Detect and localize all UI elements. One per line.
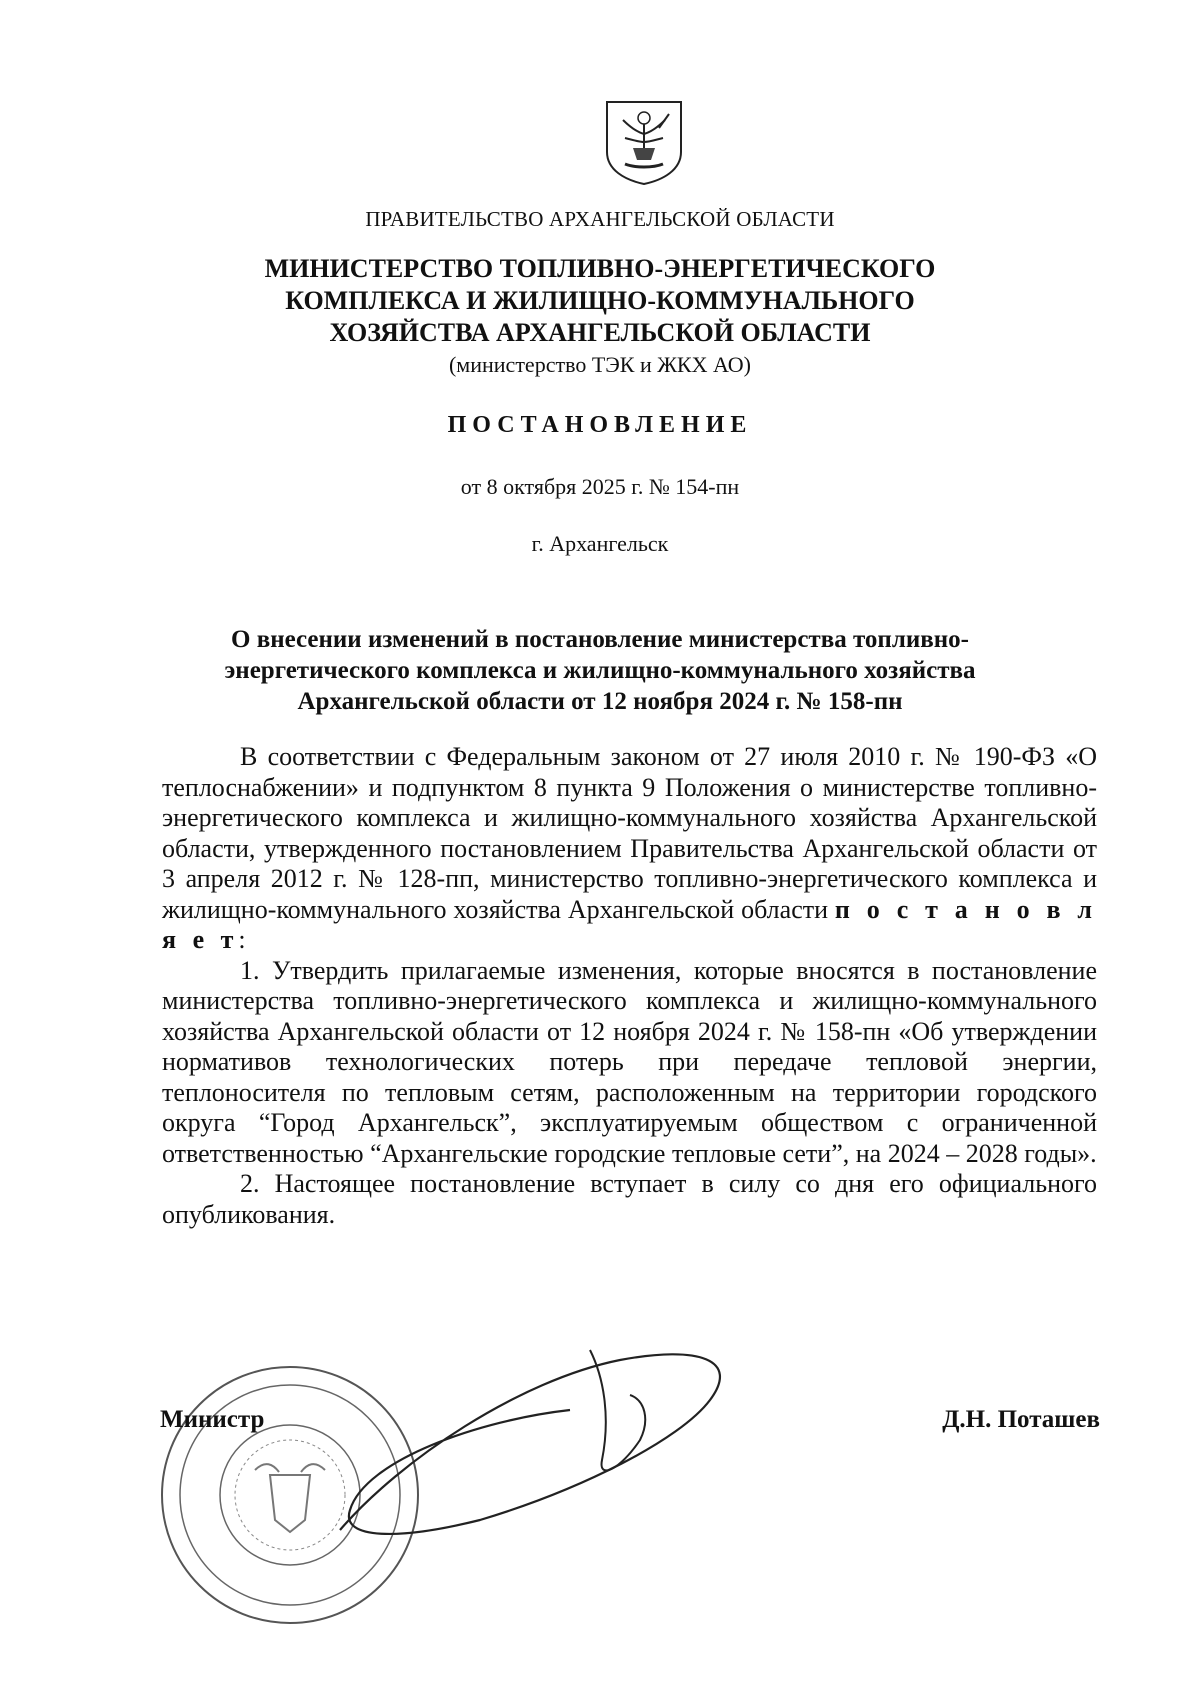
resolves-colon: : xyxy=(238,925,246,954)
resolves-word: п о с т а н о в л я е т xyxy=(162,894,1097,954)
title-line: энергетического комплекса и жилищно-коммунального хозяйства xyxy=(224,657,976,684)
preamble-text: В соответствии с Федеральным законом от 27 июля 2010 г. № 190-ФЗ «О теплоснабжении» и подпунктом 8 пункта 9 Положения о министерстве топливно-энергетического комплекса и жилищно-коммунального хозяйства Архангельской области, утвержденного постановлением Правительства Архангельской области от 3 апреля 2012 г. № 128-пп, министерство топливно-энергетического комплекса и жилищно-коммунального хозяйства Архангельской области xyxy=(162,742,1097,924)
item-2: 2. Настоящее постановление вступает в силу со дня его официального опубликования. xyxy=(162,1169,1097,1229)
document-date-number: от 8 октября 2025 г. № 154-пн xyxy=(460,474,740,499)
document-title xyxy=(0,624,1200,717)
ministry-name-line: ХОЗЯЙСТВА АРХАНГЕЛЬСКОЙ ОБЛАСТИ xyxy=(329,318,871,347)
handwritten-signature xyxy=(320,1340,760,1550)
item-1: 1. Утвердить прилагаемые изменения, которые вносятся в постановление министерства топливно-энергетического комплекса и жилищно-коммунального хозяйства Архангельской области от 12 ноября 2024 г. № 158-пн «Об утверждении нормативов технологических потерь при передаче тепловой энергии, теплоносителя по тепловым сетям, расположенным на территории городского округа “Город Архангельск”, эксплуатируемым обществом с ограниченной ответственностью “Архангельские городские тепловые сети”, на 2024 – 2028 годы». xyxy=(162,955,1097,1168)
document-city: г. Архангельск xyxy=(531,531,669,556)
ministry-name-line: МИНИСТЕРСТВО ТОПЛИВНО-ЭНЕРГЕТИЧЕСКОГО xyxy=(264,254,936,283)
government-name: ПРАВИТЕЛЬСТВО АРХАНГЕЛЬСКОЙ ОБЛАСТИ xyxy=(365,207,835,231)
ministry-name-line: КОМПЛЕКСА И ЖИЛИЩНО-КОММУНАЛЬНОГО xyxy=(285,286,915,315)
coat-of-arms-icon xyxy=(603,98,685,186)
document-type: ПОСТАНОВЛЕНИЕ xyxy=(447,412,753,438)
document-body xyxy=(162,742,1097,1230)
signatory-name: Д.Н. Поташев xyxy=(942,1406,1100,1433)
ministry-name xyxy=(0,253,1200,349)
title-line: Архангельской области от 12 ноября 2024 г. № 158-пн xyxy=(297,688,903,715)
ministry-short-name: (министерство ТЭК и ЖКХ АО) xyxy=(448,352,752,377)
title-line: О внесении изменений в постановление министерства топливно- xyxy=(231,626,969,653)
preamble-paragraph xyxy=(162,742,1097,956)
signatory-role: Министр xyxy=(160,1406,265,1433)
